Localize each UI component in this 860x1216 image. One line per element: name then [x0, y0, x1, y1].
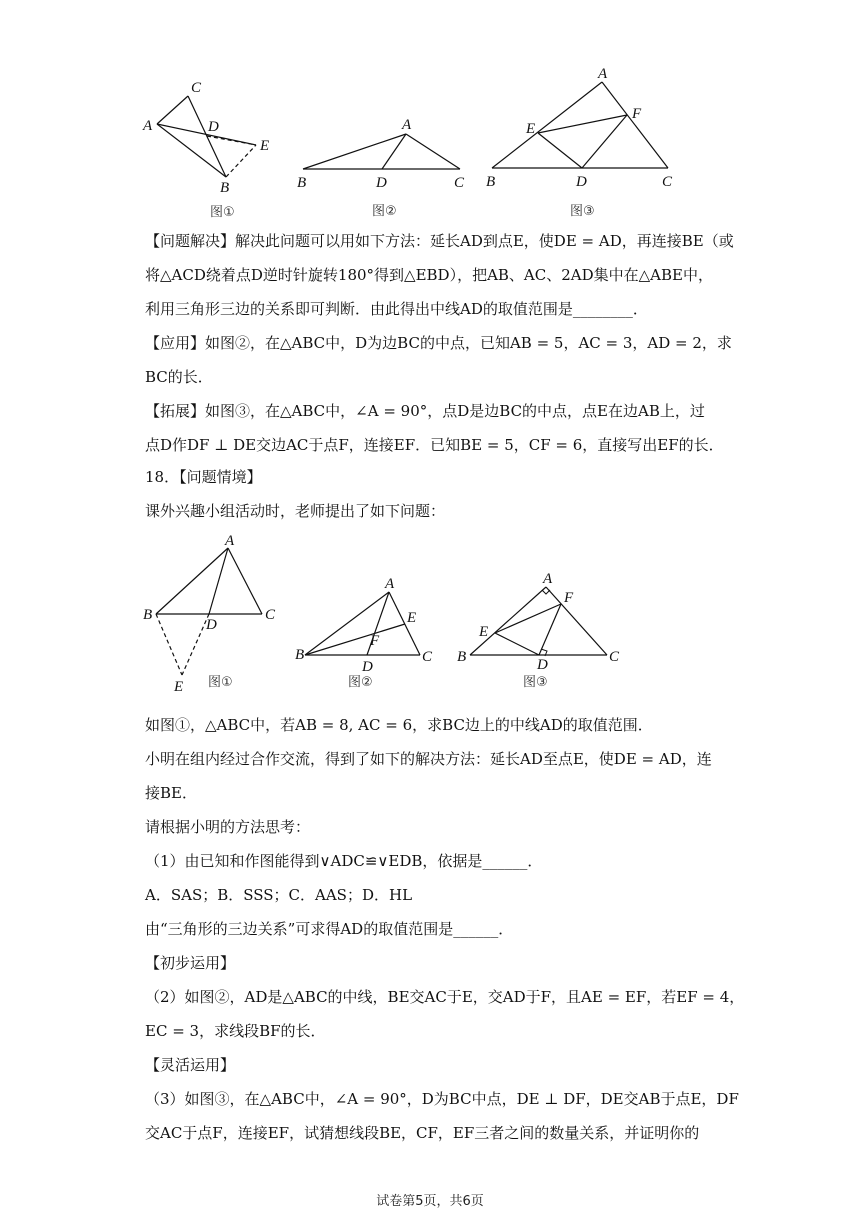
point-label: C [662, 174, 673, 190]
point-label: B [143, 607, 153, 623]
text-line: 将△ACD绕着点D逆时针旋转180°得到△EBD），把AB、AC、2AD集中在△ABE中， [145, 266, 713, 284]
point-label: B [295, 647, 305, 663]
triangle-diagram [140, 75, 280, 220]
text-line: 【应用】如图②，在△ABC中，D为边BC的中点，已知AB = 5，AC = 3，AD = 2，求 [145, 334, 732, 352]
point-label: E [526, 121, 536, 137]
point-label: D [376, 175, 387, 191]
figure-caption: 图② [372, 204, 397, 219]
text-line: 如图①，△ABC中，若AB = 8, AC = 6，求BC边上的中线AD的取值范围． [145, 716, 653, 734]
figure-mid-1 [140, 535, 290, 695]
point-label: B [457, 649, 467, 665]
figure-caption: 图① [210, 205, 235, 220]
figure-caption: 图② [348, 675, 373, 690]
section-heading: 【灵活运用】 [145, 1056, 236, 1074]
problem-heading: 18．【问题情境】 [145, 468, 262, 486]
text-line: EC = 3，求线段BF的长． [145, 1022, 326, 1040]
point-label: C [422, 649, 433, 665]
point-label: F [632, 106, 642, 122]
figure-caption: 图① [208, 675, 233, 690]
figure-caption: 图③ [570, 204, 595, 219]
triangle-diagram [450, 570, 640, 695]
point-label: B [297, 175, 307, 191]
point-label: C [609, 649, 620, 665]
point-label: A [598, 66, 608, 82]
text-line: 交AC于点F，连接EF，试猜想线段BE，CF，EF三者之间的数量关系，并证明你的 [145, 1124, 700, 1142]
point-label: B [486, 174, 496, 190]
point-label: C [191, 80, 202, 96]
text-line: 小明在组内经过合作交流，得到了如下的解决方法：延长AD至点E，使DE = AD，连 [145, 750, 712, 768]
text-line: 点D作DF ⊥ DE交边AC于点F，连接EF．已知BE = 5，CF = 6，直接写出EF的长． [145, 436, 724, 454]
point-label: D [206, 617, 217, 633]
text-line: BC的长． [145, 368, 213, 386]
page-footer: 试卷第5页，共6页 [376, 1194, 484, 1209]
triangle-diagram [290, 575, 440, 695]
point-label: E [479, 624, 489, 640]
figure-top-1 [140, 75, 280, 220]
point-label: D [576, 174, 587, 190]
text-line: 接BE． [145, 784, 197, 802]
figure-mid-2 [290, 575, 440, 695]
point-label: E [260, 138, 270, 154]
triangle-diagram [140, 535, 290, 695]
text-line: 由“三角形的三边关系”可求得AD的取值范围是______． [145, 920, 514, 938]
triangle-diagram [480, 65, 690, 220]
point-label: A [143, 118, 153, 134]
text-line: 利用三角形三边的关系即可判断．由此得出中线AD的取值范围是________． [145, 300, 648, 318]
text-line: 课外兴趣小组活动时，老师提出了如下问题： [145, 502, 446, 520]
text-line: （2）如图②，AD是△ABC的中线，BE交AC于E，交AD于F，且AE = EF，若EF = 4， [145, 988, 745, 1006]
point-label: A [543, 571, 553, 587]
figure-top-3 [480, 65, 690, 220]
figure-caption: 图③ [523, 675, 548, 690]
triangle-diagram [290, 110, 480, 220]
point-label: A [225, 533, 235, 549]
text-line: （3）如图③，在△ABC中，∠A = 90°，D为BC中点，DE ⊥ DF，DE交AB于点E，DF [145, 1090, 739, 1108]
text-line: A．SAS；B．SSS；C．AAS；D．HL [145, 886, 413, 904]
point-label: B [220, 180, 230, 196]
point-label: C [265, 607, 276, 623]
point-label: D [208, 119, 219, 135]
point-label: C [454, 175, 465, 191]
point-label: F [564, 590, 574, 606]
text-line: 请根据小明的方法思考： [145, 818, 311, 836]
point-label: E [174, 679, 184, 695]
point-label: A [402, 117, 412, 133]
text-line: （1）由已知和作图能得到∨ADC≌∨EDB，依据是______． [145, 852, 543, 870]
text-line: 【拓展】如图③，在△ABC中，∠A = 90°，点D是边BC的中点，点E在边AB上，过 [145, 402, 705, 420]
figure-top-2 [290, 110, 480, 220]
text-line: 【问题解决】解决此问题可以用如下方法：延长AD到点E，使DE = AD，再连接BE（或 [145, 232, 734, 250]
point-label: A [385, 576, 395, 592]
point-label: D [537, 657, 548, 673]
figure-mid-3 [450, 570, 640, 695]
section-heading: 【初步运用】 [145, 954, 236, 972]
point-label: F [370, 633, 380, 649]
point-label: E [407, 610, 417, 626]
point-label: D [362, 659, 373, 675]
